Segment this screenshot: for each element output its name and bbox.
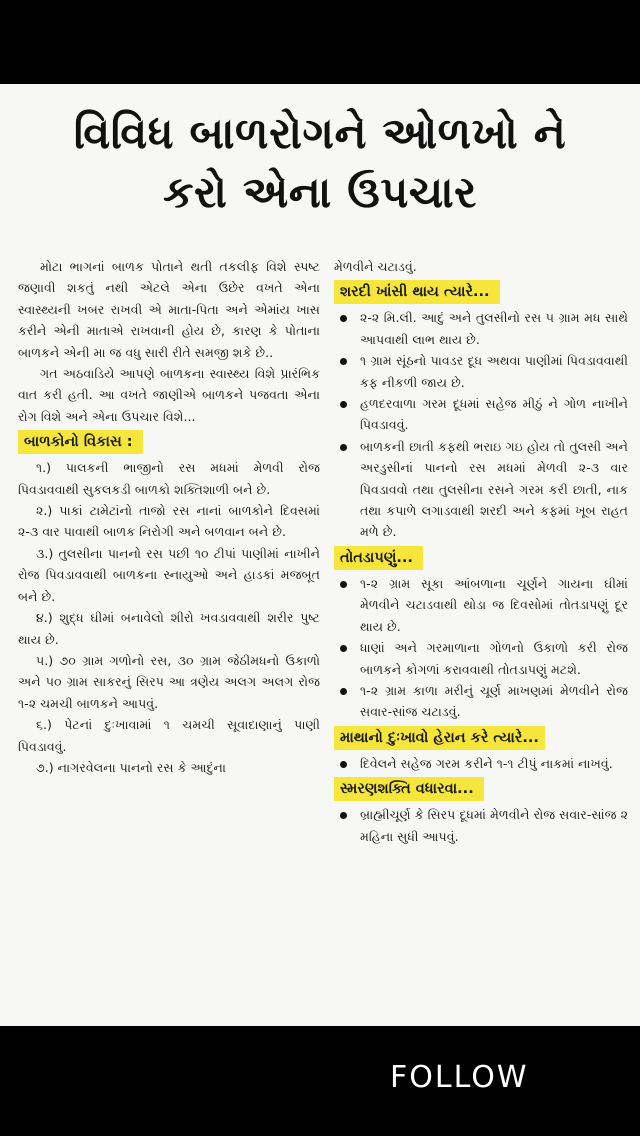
growth-item: ૧.) પાલકની ભાજીનો રસ મધમાં મેળવી રોજ પિવડાવવાથી સુકલકડી બાળકો શક્તિશાળી બને છે. <box>18 460 320 497</box>
footer-bar <box>0 1026 640 1136</box>
growth-item: ૫.) ૭૦ ગ્રામ ગળોનો રસ, ૩૦ ગ્રામ જેઠીમધનો ઉકાળો અને ૫૦ ગ્રામ સાકરનું સિરપ આ ત્રણેય અલગ અલગ રોજ ૧-૨ ચમચી બાળકને આપવું. <box>18 652 320 711</box>
list-item: બ્રાહ્મીચૂર્ણ કે સિરપ દૂધમાં મેળવીને રોજ સવાર-સાંજ ૨ મહિના સુધી આપવું. <box>334 804 628 847</box>
bullet-icon <box>340 688 347 695</box>
list-item: દિવેલને સહેજ ગરમ કરીને ૧-૧ ટીપું નાકમાં નાખવું. <box>334 753 628 774</box>
follow-button[interactable]: FOLLOW <box>390 1060 529 1095</box>
growth-item: ૪.) શુદ્ધ ઘીમાં બનાવેલો શીરો ખવડાવવાથી શરીર પુષ્ટ થાય છે. <box>18 610 320 647</box>
left-column <box>18 256 320 1020</box>
list-item: ૧ ગ્રામ સૂંઠનો પાવડર દૂધ અથવા પાણીમાં પિવડાવવાથી કફ નીકળી જાય છે. <box>334 350 628 393</box>
continued-text: મેળવીને ચટાડવું. <box>334 259 417 274</box>
intro-paragraph-2: ગત અઠવાડિયે આપણે બાળકના સ્વાસ્થ્ય વિશે પ્રારંભિક વાત કરી હતી. આ વખતે જાણીએ બાળકને પજવતા એના રોગ વિશે અને એના ઉપચાર વિશે... <box>18 366 320 424</box>
headline-line-2: કરો એના ઉપચાર <box>163 168 477 218</box>
section-heading-memory: સ્મરણશક્તિ વધારવા... <box>334 777 484 801</box>
section-heading-headache: માથાનો દુઃખાવો હેરાન કરે ત્યારે... <box>334 726 545 750</box>
growth-item: ૬.) પેટનાં દુઃખાવામાં ૧ ચમચી સૂવાદાણાનું પાણી પિવડાવવું. <box>18 717 320 754</box>
section-heading-cold-cough: શરદી ખાંસી થાય ત્યારે... <box>334 280 500 304</box>
bullet-icon <box>340 812 347 819</box>
list-item: હળદરવાળા ગરમ દૂધમાં સહેજ મીઠું ને ગોળ નાખીને પિવડાવવું. <box>334 393 628 436</box>
growth-item: ૭.) નાગરવેલના પાનનો રસ કે આદુંના <box>36 759 226 775</box>
bullet-icon <box>340 444 347 451</box>
list-item: ૨-૨ મિ.લી. આદું અને તુલસીનો રસ ૫ ગ્રામ મધ સાથે આપવાથી લાભ થાય છે. <box>334 307 628 350</box>
bullet-icon <box>340 761 347 768</box>
article <box>0 84 640 1026</box>
section-heading-child-growth: બાળકોનો વિકાસ : <box>18 430 143 454</box>
bullet-icon <box>340 315 347 322</box>
growth-item: ૨.) પાકાં ટામેટાંનો તાજો રસ નાનાં બાળકોને દિવસમાં ૨-૩ વાર પાવાથી બાળક નિરોગી અને બળવાન બને છે. <box>18 503 320 540</box>
bullet-icon <box>340 401 347 408</box>
list-item: ૧-૨ ગ્રામ સૂકા આંબળાના ચૂર્ણને ગાયના ઘીમાં મેળવીને ચટાડવાથી થોડા જ દિવસોમાં તોતડાપણું દૂર થાય છે. <box>334 573 628 637</box>
bullet-icon <box>340 581 347 588</box>
growth-item: ૩.) તુલસીના પાનનો રસ પછી ૧૦ ટીપાં પાણીમાં નાખીને રોજ પિવડાવવાથી બાળકના સ્નાયુઓ અને હાડકાં મજબૂત બને છે. <box>18 545 320 604</box>
list-item: બાળકની છાતી કફથી ભરાઇ ગઇ હોય તો તુલસી અને અરડુસીનાં પાનનો રસ મધમાં મેળવી ૨-૩ વાર પિવડાવવો તથા તુલસીના રસને ગરમ કરી છાતી, નાક તથા કપાળે લગાડવાથી શરદી અને કફમાં ખૂબ રાહત મળે છે. <box>334 436 628 543</box>
bullet-icon <box>340 645 347 652</box>
article-headline <box>0 84 640 224</box>
headache-list <box>334 753 628 774</box>
list-item: ૧-૨ ગ્રામ કાળા મરીનું ચૂર્ણ માખણમાં મેળવીને રોજ સવાર-સાંજ ચટાડવું. <box>334 680 628 723</box>
article-columns <box>18 256 628 1020</box>
headline-line-1: વિવિધ બાળરોગને ઓળખો ને <box>73 109 567 159</box>
bullet-icon <box>340 358 347 365</box>
cold-cough-list <box>334 307 628 542</box>
right-column <box>334 256 628 1020</box>
list-item: ધાણાં અને ગરમાળાના ગોળનો ઉકાળો કરી રોજ બાળકને કોગળાં કરાવવાથી તોતડાપણું મટશે. <box>334 637 628 680</box>
memory-list <box>334 804 628 847</box>
stuttering-list <box>334 573 628 723</box>
section-heading-stuttering: તોતડાપણું... <box>334 546 423 570</box>
intro-paragraph-1: મોટા ભાગનાં બાળક પોતાને થતી તકલીફ વિશે સ્પષ્ટ જણાવી શકતું નથી એટલે એના ઉછેર વખતે એના સ્વાસ્થ્યની ખબર રાખવી એ માતા-પિતા અને એમાંય ખાસ કરીને એની માતાએ રાખવાની હોય છે, કારણ કે પોતાના બાળકને એની મા જ વધુ સારી રીતે સમજી શકે છે.. <box>18 259 320 360</box>
